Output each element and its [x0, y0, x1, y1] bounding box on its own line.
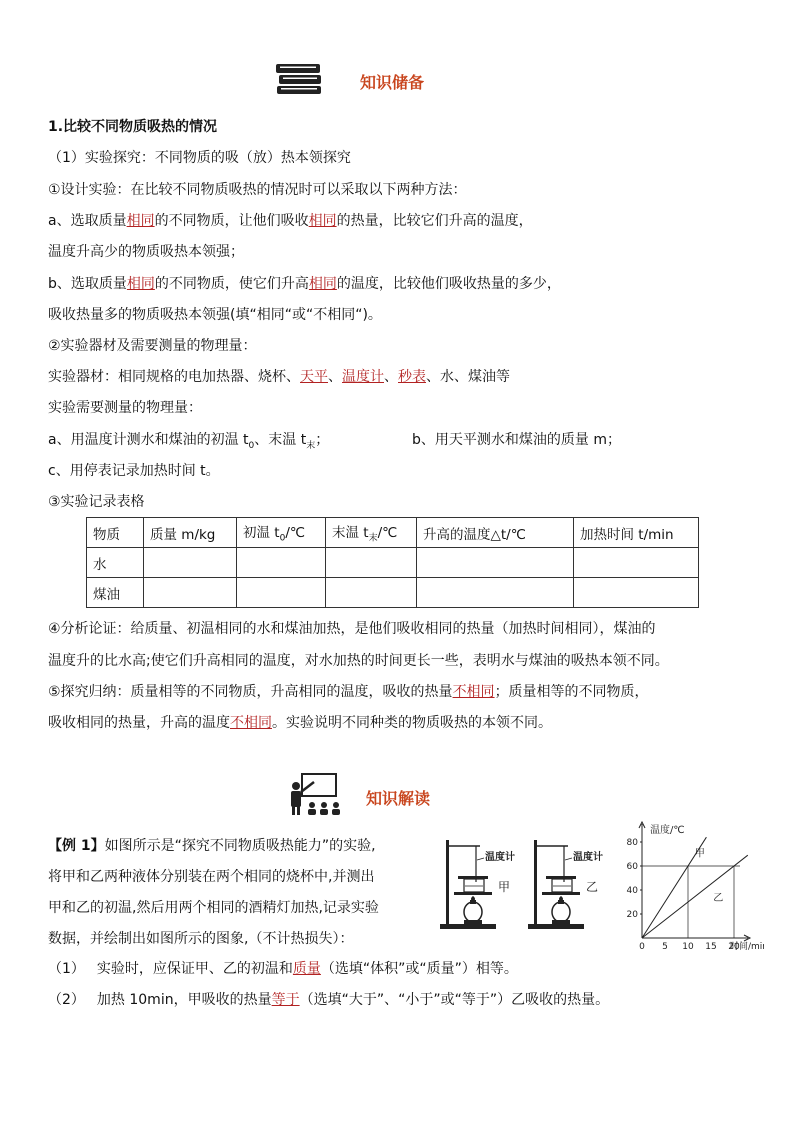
line-analysis: ④分析论证：给质量、初温相同的水和煤油加热，是他们吸收相同的热量（加热时间相同），煤油的	[48, 621, 656, 637]
line-experiment: （1）实验探究：不同物质的吸（放）热本领探究	[48, 150, 351, 166]
x-tick-label: 5	[662, 942, 668, 950]
line-design: ①设计实验：在比较不同物质吸热的情况时可以采取以下两种方法：	[48, 182, 467, 198]
example-line-1: 【例 1】如图所示是“探究不同物质吸热能力”的实验,	[48, 838, 376, 854]
thermometer-label: 温度计	[573, 852, 603, 863]
line-equipment: 实验器材：相同规格的电加热器、烧杯、天平、温度计、秒表、水、煤油等	[48, 369, 510, 385]
example-line-4: 数据，并绘制出如图所示的图象,（不计热损失）：	[48, 931, 354, 947]
series-label-a: 甲	[694, 848, 705, 860]
books-icon	[274, 62, 324, 100]
thermometer-label: 温度计	[485, 852, 515, 863]
series-line-b	[642, 855, 748, 938]
line-method-b-cont: 吸收热量多的物质吸热本领强(填“相同“或“不相同“)。	[48, 307, 382, 323]
x-tick-label: 15	[705, 942, 717, 950]
line-conclusion: ⑤探究归纳：质量相等的不同物质，升高相同的温度，吸收的热量不相同；质量相等的不同物质，	[48, 684, 649, 700]
answer-blank: 等于	[271, 992, 300, 1008]
y-tick-label: 80	[626, 838, 638, 848]
line-conclusion-cont: 吸收相同的热量，升高的温度不相同。实验说明不同种类的物质吸热的本领不同。	[48, 715, 552, 731]
teacher-icon	[288, 772, 346, 820]
liquid-a-label: 甲	[498, 880, 511, 894]
answer-blank: 相同	[308, 276, 337, 292]
line-equipment-title: ②实验器材及需要测量的物理量：	[48, 338, 257, 354]
apparatus-figure	[436, 836, 616, 940]
answer-blank: 天平	[300, 369, 328, 385]
y-axis-label: 温度/℃	[650, 825, 685, 836]
line-method-a: a、选取质量相同的不同物质，让他们吸收相同的热量，比较它们升高的温度，	[48, 213, 533, 229]
answer-blank: 不相同	[452, 684, 495, 700]
example-tag: 【例 1】	[48, 838, 105, 854]
liquid-b-label: 乙	[586, 880, 599, 894]
x-axis-label: 时间/mi	[730, 942, 763, 950]
answer-blank: 秒表	[398, 369, 426, 385]
section-title-interpretation: 知识解读	[366, 789, 431, 808]
x-tick-label: 10	[682, 942, 694, 950]
section-title-knowledge: 知识储备	[360, 73, 425, 92]
table-row: 煤油	[87, 578, 699, 608]
x-tick-label: 20	[728, 942, 740, 950]
line-measure-c: c、用停表记录加热时间 t。	[48, 463, 220, 479]
answer-blank: 质量	[292, 961, 321, 977]
answer-blank: 相同	[126, 213, 155, 229]
x-tick-label: 0	[639, 942, 645, 950]
line-measure-b: b、用天平测水和煤油的质量 m；	[412, 432, 621, 448]
y-tick-label: 60	[626, 862, 638, 872]
answer-blank: 相同	[308, 213, 337, 229]
line-measure-title: 实验需要测量的物理量：	[48, 400, 202, 416]
table-row: 水	[87, 548, 699, 578]
answer-blank: 不相同	[230, 715, 272, 731]
question-2: （2） 加热 10min，甲吸收的热量等于（选填“大于”、“小于”或“等于”）乙吸收的热量。	[48, 992, 610, 1008]
line-method-b: b、选取质量相同的不同物质，使它们升高相同的温度，比较他们吸收热量的多少，	[48, 276, 561, 292]
table-header-row: 物质 质量 m/kg 初温 $t_0/℃$ 末温 $t_末/℃$ 升高的温度△t/℃ 加热时间 t/min	[87, 518, 699, 548]
answer-blank: 相同	[126, 276, 155, 292]
record-table	[86, 517, 699, 608]
answer-blank: 温度计	[342, 369, 384, 385]
y-tick-label: 40	[626, 886, 638, 896]
y-tick-label: 20	[626, 910, 638, 920]
question-1: （1） 实验时，应保证甲、乙的初温和质量（选填“体积”或“质量”）相等。	[48, 961, 518, 977]
series-label-b: 乙	[713, 892, 724, 904]
example-line-3: 甲和乙的初温,然后用两个相同的酒精灯加热,记录实验	[48, 900, 379, 916]
example-line-2: 将甲和乙两种液体分别装在两个相同的烧杯中,并测出	[48, 869, 375, 885]
temperature-chart	[614, 818, 764, 954]
line-analysis-cont: 温度升的比水高;使它们升高相同的温度，对水加热的时间更长一些，表明水与煤油的吸热本领不同。	[48, 653, 669, 669]
line-measure-a: a、用温度计测水和煤油的初温 $t_0$、末温 $t_末$；	[48, 432, 330, 451]
heading-compare-heat: 1.比较不同物质吸热的情况	[48, 119, 218, 135]
line-method-a-cont: 温度升高少的物质吸热本领强；	[48, 244, 244, 260]
line-table-title: ③实验记录表格	[48, 494, 145, 510]
